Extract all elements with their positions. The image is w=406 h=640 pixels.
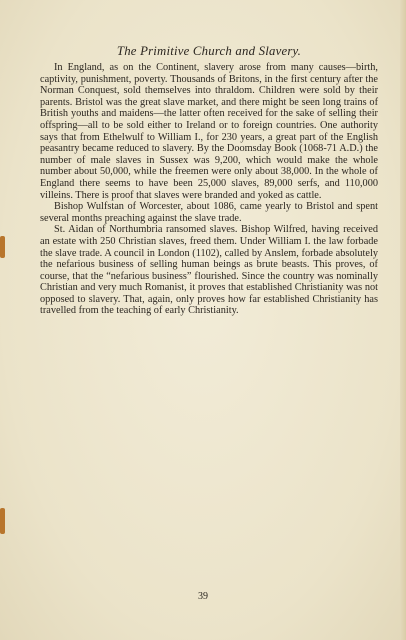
page-stain: [0, 236, 5, 258]
page-edge: [400, 0, 406, 640]
page-stain: [0, 508, 5, 534]
paragraph: St. Aidan of Northumbria ransomed slaves. Bishop Wilfred, having received an estate with 250 Christian slaves, freed them. Under William I. the law forbade the slave trade. A council in London (1102), called by Anslem, forbade absolutely the nefarious business of selling human beings as brute beasts. This proves, of course, that the “nefarious business” flourished. Since the country was nominally Christian and very much Romanist, it proves that established Christianity was not opposed to slavery. That, again, only proves how far established Christianity has travelled from the teaching of early Christianity.: [40, 224, 378, 317]
paragraph: In England, as on the Continent, slavery arose from many causes—birth, captivity, punishment, poverty. Thousands of Britons, in the first century after the Norman Conquest, sold themselves into thraldom. Children were sold by their parents. Bristol was the great slave market, and there might be seen long trains of British youths and maidens—the latter often received for the sake of selling their offspring—all to be sold either to Ireland or to foreign countries. One authority says that from Ethelwulf to William I., for 230 years, a great part of the English peasantry became reduced to slavery. By the Doomsday Book (1068-71 A.D.) the number of male slaves in Sussex was 9,200, which would make the whole number about 50,000, while the freemen were only about 38,000. In the whole of England there seems to have been 25,000 slaves, 89,000 serfs, and 110,000 villeins. There is proof that slaves were branded and yoked as cattle.: [40, 62, 378, 201]
body-text: [40, 62, 378, 317]
paragraph: Bishop Wulfstan of Worcester, about 1086, came yearly to Bristol and spent several months preaching against the slave trade.: [40, 201, 378, 224]
page-number: 39: [198, 591, 208, 602]
page-heading: The Primitive Church and Slavery.: [116, 44, 302, 58]
